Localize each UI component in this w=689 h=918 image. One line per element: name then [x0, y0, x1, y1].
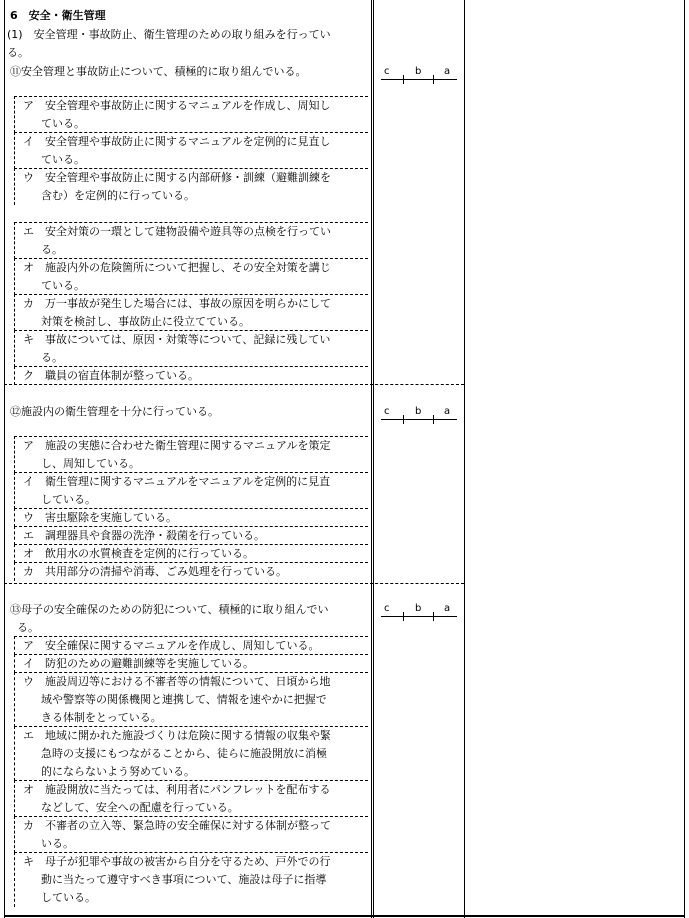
check-item-text: 含む）を定例的に行っている。	[41, 189, 195, 202]
q11-heading: ⑪安全管理と事故防止について、積極的に取り組んでいる。	[10, 65, 307, 78]
check-item-text: ウ 施設周辺等における不審者等の情報について、日頃から地	[23, 675, 331, 688]
check-item-text: ウ 害虫駆除を実施している。	[23, 511, 177, 524]
check-item-text: エ 調理器具や食器の洗浄・殺菌を行っている。	[23, 529, 265, 542]
check-item	[14, 436, 368, 473]
check-item-text: オ 飲用水の水質検査を定例的に行っている。	[23, 547, 254, 560]
q11-rating-scale[interactable]	[381, 66, 457, 86]
check-item	[14, 816, 368, 853]
section-subtitle-line2: る。	[7, 46, 29, 59]
check-item-text: る。	[41, 243, 63, 256]
rating-tick	[403, 415, 404, 424]
table-bottom-border	[4, 915, 685, 917]
check-item-text: イ 衛生管理に関するマニュアルをマニュアルを定例的に見直	[23, 475, 331, 488]
rating-a: a	[444, 66, 451, 77]
row-separator	[4, 583, 368, 584]
check-item	[14, 222, 368, 259]
rating-tick	[433, 415, 434, 424]
check-item	[14, 636, 368, 655]
check-item	[14, 508, 368, 527]
check-item-text: エ 安全対策の一環として建物設備や遊具等の点検を行ってい	[23, 225, 331, 238]
check-item	[14, 330, 368, 367]
check-item	[14, 544, 368, 563]
check-item-text: 対策を検討し、事故防止に役立てている。	[41, 315, 250, 328]
check-item	[14, 96, 368, 133]
check-item	[14, 132, 368, 169]
check-item	[14, 562, 368, 581]
check-item-text: キ 母子が犯罪や事故の被害から自分を守るため、戸外での行	[23, 855, 331, 868]
check-item-text: 域や警察等の関係機関と連携して、情報を速やかに把握で	[41, 693, 327, 706]
check-item-text: オ 施設内外の危険箇所について把握し、その安全対策を講じ	[23, 261, 331, 274]
rating-line	[381, 79, 457, 80]
check-item-text: ている。	[41, 279, 85, 292]
check-item-text: ている。	[41, 117, 85, 130]
check-item	[14, 852, 368, 907]
section-subtitle-line1: (1) 安全管理・事故防止、衛生管理のための取り組みを行ってい	[7, 28, 331, 41]
rating-b: b	[415, 406, 422, 417]
rating-tick	[433, 75, 434, 84]
check-item-text: ア 安全管理や事故防止に関するマニュアルを作成し、周知し	[23, 99, 331, 112]
check-item-text: している。	[41, 493, 96, 506]
check-item	[14, 526, 368, 545]
row-separator	[4, 384, 368, 385]
rating-c: c	[384, 406, 390, 417]
rating-c: c	[384, 66, 390, 77]
check-item	[14, 780, 368, 817]
check-item-text: イ 防犯のための避難訓練等を実施している。	[23, 657, 254, 670]
rating-line	[381, 616, 457, 617]
q12-heading: ⑫施設内の衛生管理を十分に行っている。	[10, 405, 219, 418]
check-item-text: カ 万一事故が発生した場合には、事故の原因を明らかにして	[23, 297, 331, 310]
rating-a: a	[444, 603, 451, 614]
check-item-text: ア 施設の実態に合わせた衛生管理に関するマニュアルを策定	[23, 439, 331, 452]
rating-c: c	[384, 603, 390, 614]
check-item-text: いる。	[41, 837, 74, 850]
column-divider-1	[371, 0, 372, 918]
check-item	[14, 472, 368, 509]
check-item	[14, 294, 368, 331]
check-item-text: オ 施設開放に当たっては、利用者にパンフレットを配布する	[23, 783, 331, 796]
check-item-text: などして、安全への配慮を行っている。	[41, 801, 239, 814]
rating-b: b	[415, 603, 422, 614]
row-separator	[370, 583, 464, 584]
check-item-text: し、周知している。	[41, 457, 140, 470]
check-item-text: 的にならないよう努めている。	[41, 765, 195, 778]
section-title: 6 安全・衛生管理	[10, 9, 106, 22]
check-item-text: ア 安全確保に関するマニュアルを作成し、周知している。	[23, 639, 320, 652]
column-divider-1b	[373, 0, 374, 918]
check-item-text: きる体制をとっている。	[41, 711, 162, 724]
check-item-text: カ 不審者の立入等、緊急時の安全確保に対する体制が整って	[23, 819, 331, 832]
check-item	[14, 672, 368, 727]
rating-tick	[403, 612, 404, 621]
check-item	[14, 366, 368, 385]
row-separator	[370, 384, 464, 385]
q12-rating-scale[interactable]	[381, 406, 457, 426]
check-item-text: ウ 安全管理や事故防止に関する内部研修・訓練（避難訓練を	[23, 171, 331, 184]
check-item-text: 急時の支援にもつながることから、徒らに施設開放に消極	[41, 747, 327, 760]
rating-tick	[433, 612, 434, 621]
check-item	[14, 168, 368, 205]
check-item-text: る。	[41, 351, 63, 364]
check-item-text: ている。	[41, 153, 85, 166]
check-item-text: ク 職員の宿直体制が整っている。	[23, 369, 199, 382]
table-left-border	[4, 0, 5, 918]
check-item-text: カ 共用部分の清掃や消毒、ごみ処理を行っている。	[23, 565, 287, 578]
check-item-text: 動に当たって遵守すべき事項について、施設は母子に指導	[41, 873, 327, 886]
rating-b: b	[415, 66, 422, 77]
q13-rating-scale[interactable]	[381, 603, 457, 623]
column-divider-2	[464, 0, 465, 918]
rating-line	[381, 419, 457, 420]
check-item-text: イ 安全管理や事故防止に関するマニュアルを定例的に見直し	[23, 135, 331, 148]
check-item-text: エ 地域に開かれた施設づくりは危険に関する情報の収集や緊	[23, 729, 331, 742]
q13-heading-line2: る。	[17, 621, 39, 634]
rating-a: a	[444, 406, 451, 417]
rating-tick	[403, 75, 404, 84]
q13-heading-line1: ⑬母子の安全確保のための防犯について、積極的に取り組んでい	[10, 603, 329, 616]
check-item-text: キ 事故については、原因・対策等について、記録に残してい	[23, 333, 331, 346]
check-item	[14, 258, 368, 295]
check-item	[14, 654, 368, 673]
table-right-border	[684, 0, 685, 918]
check-item	[14, 726, 368, 781]
check-item-text: している。	[41, 891, 96, 904]
